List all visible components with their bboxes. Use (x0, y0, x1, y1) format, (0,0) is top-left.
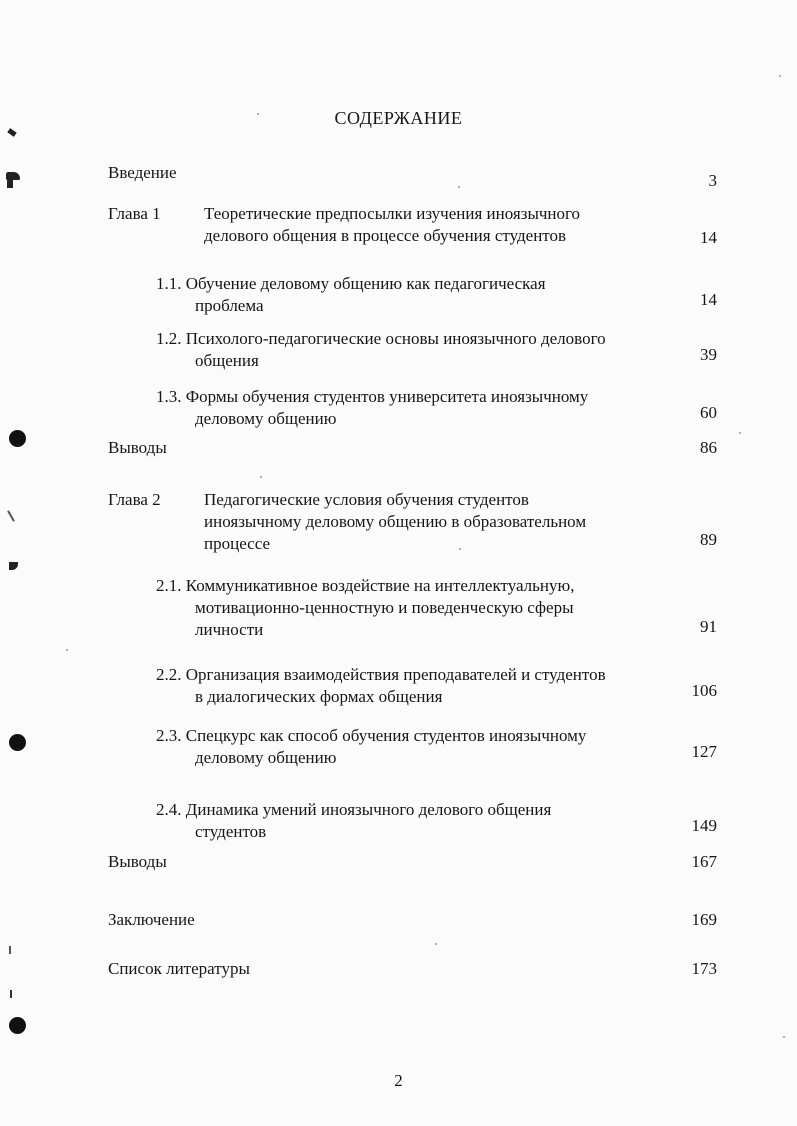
toc-s2-2-line1: 2.2. Организация взаимодействия преподавателей и студентов (156, 665, 606, 684)
scan-mark-5 (7, 510, 15, 521)
punch-hole-2 (9, 734, 26, 751)
scan-mark-1 (7, 128, 16, 137)
toc-conclusion-label: Заключение (108, 910, 195, 929)
punch-hole-1 (9, 430, 26, 447)
toc-concl1-page: 86 (700, 438, 717, 457)
toc-ch2-line1: Педагогические условия обучения студентов (204, 490, 529, 509)
page-number: 2 (394, 1071, 403, 1090)
toc-s1-1-page: 14 (700, 290, 717, 309)
toc-s2-3-page: 127 (691, 742, 717, 761)
speck-5 (459, 548, 461, 550)
speck-4 (260, 476, 262, 478)
toc-concl2-page: 167 (691, 852, 717, 871)
speck-8 (783, 1036, 785, 1038)
toc-ch2-line3: процессе (204, 534, 271, 553)
speck-2 (458, 186, 460, 188)
toc-ch1-page: 14 (700, 228, 717, 247)
toc-s2-2-page: 106 (691, 681, 717, 700)
scan-mark-2 (6, 172, 20, 180)
toc-s2-4-line1: 2.4. Динамика умений иноязычного делового общения (156, 800, 552, 819)
page-title: СОДЕРЖАНИЕ (334, 108, 463, 128)
toc-s1-2-line1: 1.2. Психолого-педагогические основы иноязычного делового (156, 329, 606, 348)
toc-s1-2-page: 39 (700, 345, 717, 364)
toc-s2-4-line2: студентов (195, 822, 267, 841)
toc-s1-3-page: 60 (700, 403, 717, 422)
speck-3 (739, 432, 741, 434)
speck-7 (435, 943, 437, 945)
toc-references-page: 173 (691, 959, 717, 978)
toc-s2-1-line2: мотивационно-ценностную и поведенческую сферы (195, 598, 574, 617)
speck-1 (779, 75, 781, 77)
scan-mark-4 (9, 562, 18, 570)
toc-s2-1-line3: личности (195, 620, 264, 639)
toc-ch2-page: 89 (700, 530, 717, 549)
toc-conclusion-page: 169 (691, 910, 717, 929)
toc-s2-1-page: 91 (700, 617, 717, 636)
toc-s2-1-line1: 2.1. Коммуникативное воздействие на интеллектуальную, (156, 576, 575, 595)
toc-s1-3-line2: деловому общению (195, 409, 337, 428)
toc-s1-3-line1: 1.3. Формы обучения студентов университета иноязычному (156, 387, 589, 406)
scan-mark-7 (10, 990, 12, 998)
toc-ch1-line1: Теоретические предпосылки изучения иноязычного (204, 204, 581, 223)
toc-s1-2-line2: общения (195, 351, 259, 370)
punch-hole-3 (9, 1017, 26, 1034)
toc-ch2-label: Глава 2 (108, 490, 161, 509)
toc-ch2-line2: иноязычному деловому общению в образовательном (204, 512, 587, 531)
toc-s2-2-line2: в диалогических формах общения (195, 687, 443, 706)
toc-s2-3-line2: деловому общению (195, 748, 337, 767)
scan-mark-6 (9, 946, 11, 954)
toc-ch1-label: Глава 1 (108, 204, 161, 223)
toc-ch1-line2: делового общения в процессе обучения студентов (204, 226, 567, 245)
toc-intro-page: 3 (708, 171, 717, 190)
toc-s2-3-line1: 2.3. Спецкурс как способ обучения студентов иноязычному (156, 726, 587, 745)
toc-s1-1-line2: проблема (195, 296, 264, 315)
scan-mark-3 (7, 180, 13, 188)
toc-s2-4-page: 149 (691, 816, 717, 835)
toc-references-label: Список литературы (108, 959, 250, 978)
toc-concl1-label: Выводы (108, 438, 167, 457)
toc-s1-1-line1: 1.1. Обучение деловому общению как педагогическая (156, 274, 546, 293)
toc-concl2-label: Выводы (108, 852, 167, 871)
speck-6 (66, 649, 68, 651)
toc-intro-label: Введение (108, 163, 177, 182)
